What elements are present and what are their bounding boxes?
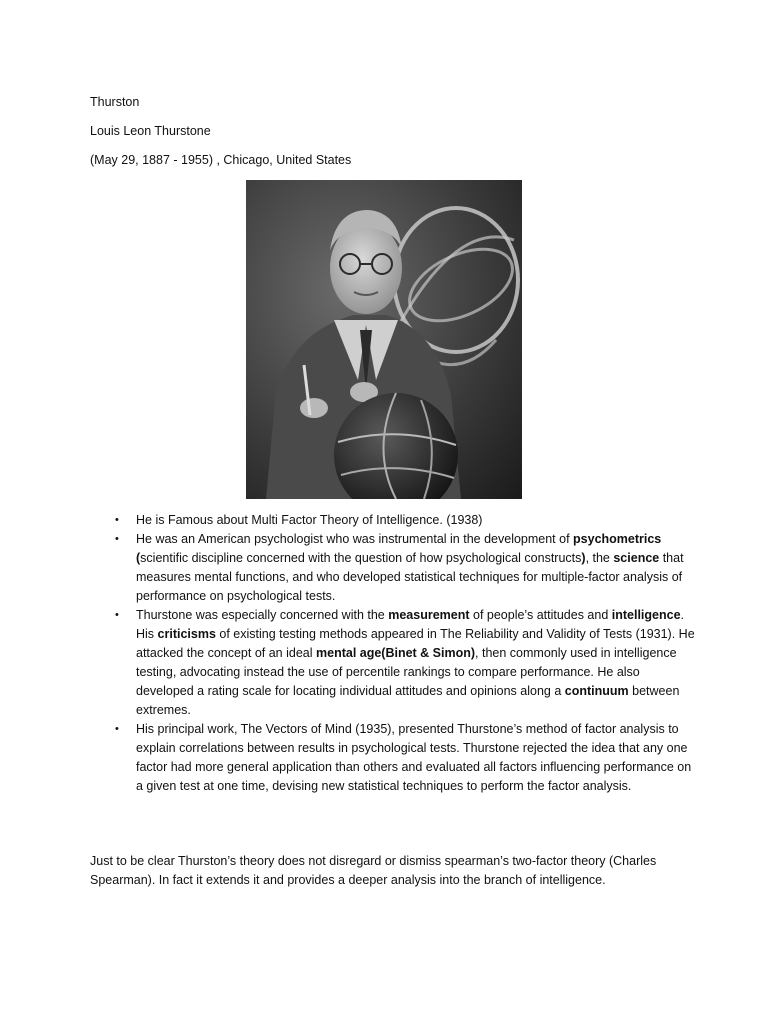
bullet-text: His principal work, The Vectors of Mind (1935), presented Thurstone’s method of factor analysis to explain correlations between results in psychological tests. Thurstone rejected the idea that any one factor had more general application than others and evaluated all factors influencing performance on a given test at one time, devising new statistical techniques to perform the factor analysis.: [136, 722, 692, 793]
closing-paragraph: Just to be clear Thurston’s theory does not disregard or dismiss spearman’s two-factor theory (Charles Spearman). In fact it extends it and provides a deeper analysis into the branch of intelligence.: [90, 854, 657, 887]
bold-term: science: [613, 551, 660, 565]
bullet-text: , then commonly used in intelligence testing, advocating instead the use of percentile rankings to compare performance. He also developed a rating scale for locating individual attitudes and opinions along a: [136, 646, 677, 698]
bullet-text: , the: [585, 551, 614, 565]
bold-term: mental age(Binet & Simon): [316, 646, 476, 660]
bold-term: ): [581, 551, 586, 565]
bullet-text: of existing testing methods appeared in The Reliability and Validity of Tests (1931). He attacked the concept of an ideal: [136, 627, 695, 660]
bullet-item: [115, 530, 696, 606]
bold-term: intelligence: [611, 608, 681, 622]
bold-term: psychometrics (: [136, 532, 662, 565]
bullet-text: . His: [136, 608, 685, 641]
bullet-text: that measures mental functions, and who developed statistical techniques for multiple-factor analysis of performance on psychological tests.: [136, 551, 684, 603]
bullet-text: between extremes.: [136, 684, 680, 717]
document-title: Thurston: [90, 95, 140, 109]
bold-term: continuum: [564, 684, 629, 698]
dates-and-place: (May 29, 1887 - 1955) , Chicago, United States: [90, 153, 352, 167]
bullet-text: Thurstone was especially concerned with the: [136, 608, 389, 622]
full-name: Louis Leon Thurstone: [90, 124, 211, 138]
bullet-marker: •: [115, 609, 119, 621]
bullet-item: [115, 606, 696, 720]
bullet-text: scientific discipline concerned with the question of how psychological constructs: [140, 551, 582, 565]
bullet-item: [115, 720, 696, 796]
bullet-text: He is Famous about Multi Factor Theory of Intelligence. (1938): [136, 513, 483, 527]
bullet-text: He was an American psychologist who was instrumental in the development of: [136, 532, 574, 546]
bullet-marker: •: [115, 514, 119, 526]
bullet-list: [115, 511, 696, 796]
bullet-marker: •: [115, 723, 119, 735]
bullet-item: [115, 511, 696, 530]
bold-term: measurement: [388, 608, 470, 622]
bullet-text: of people’s attitudes and: [469, 608, 612, 622]
bullet-marker: •: [115, 533, 119, 545]
portrait-photo: [246, 180, 522, 499]
bold-term: criticisms: [157, 627, 216, 641]
